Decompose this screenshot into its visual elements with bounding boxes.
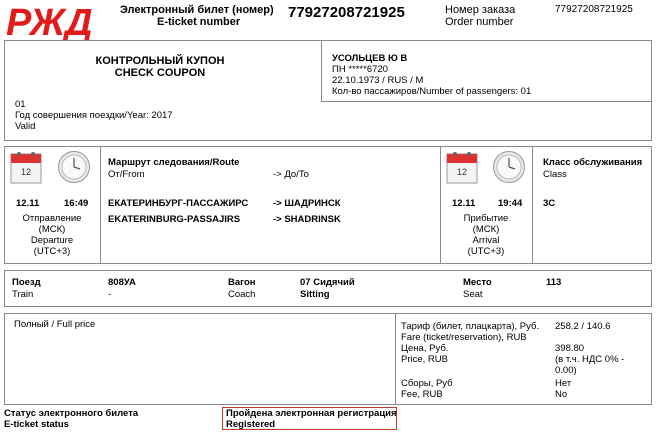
service-class-value: 3С [543,198,556,209]
departure-time: 16:49 [64,198,89,209]
fees-label-en: Fee, RUB [401,389,443,400]
rzd-logo [4,2,94,40]
arrival-tz2: (UTC+3) [467,246,505,257]
route-from-ru: ЕКАТЕРИНБУРГ-ПАССАЖИРС [108,198,249,209]
tariff-value: 258.2 / 140.6 [555,321,611,332]
route-from-en: EKATERINBURG-PASSAJIRS [108,214,241,225]
arrival-tz1: (МСК) [472,224,500,235]
price-value: 398.80 [555,343,585,354]
coupon-year: Год совершения поездки/Year: 2017 [15,110,173,121]
seat-label-ru: Место [463,277,492,288]
eticket-label-en: E-ticket number [157,16,241,28]
calendar-day: 12 [456,167,468,177]
service-class-label-en: Class [543,169,567,180]
coupon-title-en: CHECK COUPON [114,67,206,79]
car-value: 07 Сидячий [300,277,355,288]
train-sub: - [108,289,112,300]
coupon-title-ru: КОНТРОЛЬНЫЙ КУПОН [95,55,225,67]
status-value-en: Registered [226,419,276,430]
order-label-en: Order number [445,16,514,28]
car-label-ru: Вагон [228,277,256,288]
order-number: 77927208721925 [555,4,633,15]
train-number: 808УА [108,277,136,288]
fees-label-ru: Сборы, Руб [401,378,453,389]
price-label-en: Price, RUB [401,354,448,365]
service-class-label-ru: Класс обслуживания [543,157,643,168]
arrival-label-en: Arrival [472,235,500,246]
calendar-day: 12 [20,167,32,177]
fees-value-ru: Нет [555,378,572,389]
route-to-ru: -> ШАДРИНСК [273,198,341,209]
departure-label-ru: Отправление [22,213,82,224]
route-label: Маршрут следования/Route [108,157,240,168]
route-from-label: От/From [108,169,145,180]
order-label-ru: Номер заказа [445,4,516,16]
calendar-icon [10,150,42,184]
passenger-info: 22.10.1973 / RUS / M [332,75,424,86]
calendar-icon [446,150,478,184]
clock-icon [492,150,526,184]
price-label-ru: Цена, Руб. [401,343,449,354]
route-to-en: -> SHADRINSK [273,214,341,225]
clock-icon [57,150,91,184]
departure-date: 12.11 [16,198,40,209]
coupon-number: 01 [15,99,26,110]
departure-tz2: (UTC+3) [33,246,71,257]
fees-value-en: No [555,389,568,400]
status-value-ru: Пройдена электронная регистрация [226,408,397,419]
arrival-label-ru: Прибытие [463,213,509,224]
status-label-ru: Статус электронного билета [4,408,139,419]
tariff-label-en: Fare (ticket/reservation), RUB [401,332,527,343]
eticket-label-ru: Электронный билет (номер) [120,4,274,16]
train-label-ru: Поезд [12,277,41,288]
tariff-label-ru: Тариф (билет, плацкарта), Руб. [401,321,540,332]
departure-label-en: Departure [30,235,74,246]
passenger-document: ПН *****6720 [332,64,388,75]
svg-text:РЖД: РЖД [6,2,93,40]
rzd-logo-mark [4,2,94,40]
full-price-label: Полный / Full price [14,319,96,330]
passenger-name: УСОЛЬЦЕВ Ю В [332,53,408,64]
status-label-en: E-ticket status [4,419,69,430]
seat-label-en: Seat [463,289,483,300]
vat-line-2: 0.00) [555,365,577,376]
car-value-en: Sitting [300,289,330,300]
route-to-label: -> До/To [273,169,309,180]
train-label-en: Train [12,289,34,300]
coupon-valid: Valid [15,121,36,132]
passenger-count: Кол-во пассажиров/Number of passengers: 01 [332,86,532,97]
arrival-time: 19:44 [498,198,523,209]
eticket-number: 77927208721925 [288,4,405,21]
vat-line-1: (в т.ч. НДС 0% - [555,354,625,365]
car-label-en: Coach [228,289,256,300]
arrival-date: 12.11 [452,198,476,209]
seat-value: 113 [546,277,562,288]
departure-tz1: (МСК) [38,224,66,235]
